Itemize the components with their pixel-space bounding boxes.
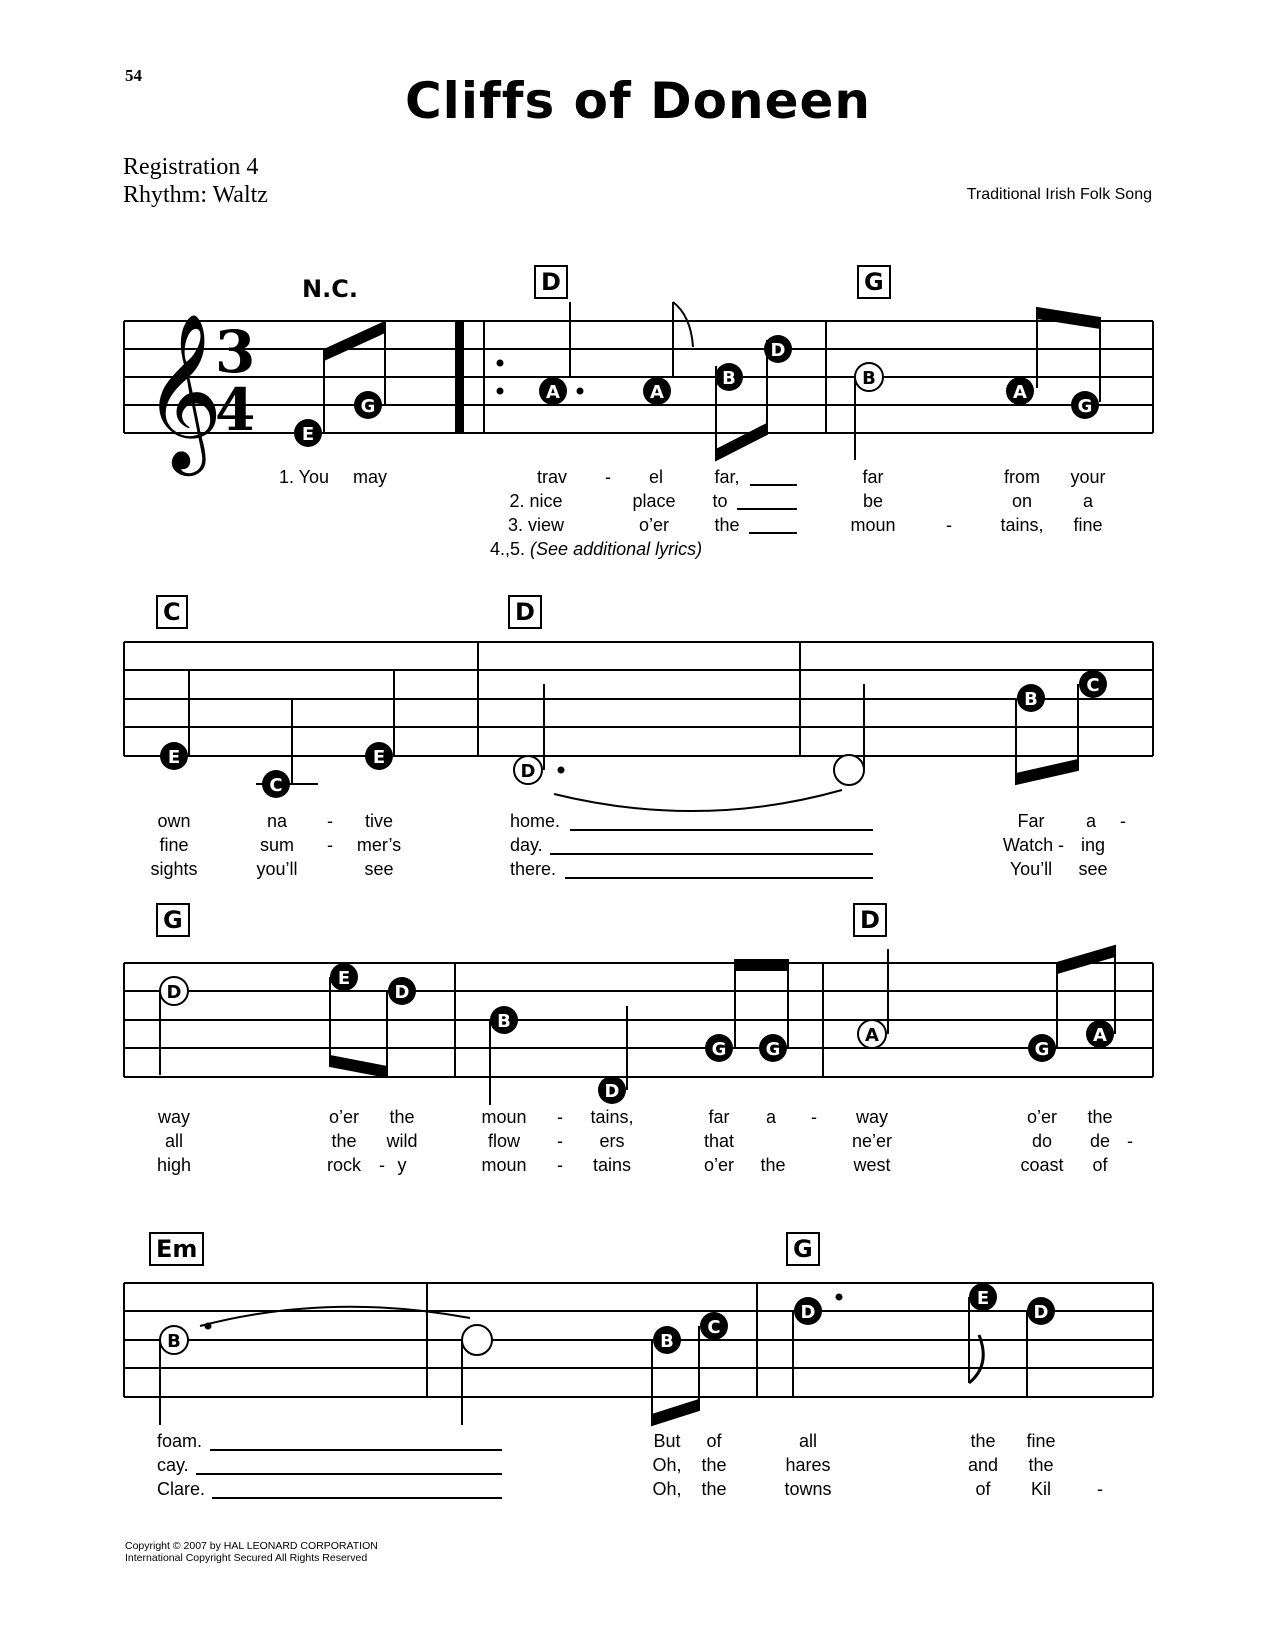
lyric: Oh, (652, 1479, 682, 1499)
lyric: 1. You (278, 467, 330, 487)
lyric: Oh, (652, 1455, 682, 1475)
lyric: fine (159, 835, 189, 855)
chord-box: D (508, 595, 542, 629)
system-2-note-letters (168, 675, 1100, 796)
song-title: Cliffs of Doneen (404, 72, 872, 130)
copyright-notice (125, 1540, 378, 1564)
lyric: trav (536, 467, 568, 487)
chord-box: G (857, 265, 891, 299)
registration-text: Registration 4 (123, 154, 259, 180)
system-4-noteheads (160, 1283, 1055, 1355)
note-letter: D (800, 1302, 816, 1323)
repeat-dot (497, 388, 504, 395)
lyric: hares (785, 1455, 831, 1475)
note-letter: E (372, 747, 386, 768)
lyric: rock (326, 1155, 362, 1175)
note-letter: C (707, 1317, 721, 1338)
lyric: and (967, 1455, 999, 1475)
lyric: far, (714, 467, 740, 487)
lyric: a (765, 1107, 777, 1127)
lyric: the (760, 1155, 786, 1175)
copyright-line: International Copyright Secured All Rights Reserved (125, 1552, 368, 1564)
copyright-line: Copyright © 2007 by HAL LEONARD CORPORATION (125, 1540, 378, 1552)
note-letter: D (604, 1081, 620, 1102)
lyric: day. (510, 835, 543, 855)
lyric: tains (592, 1155, 632, 1175)
lyric: all (798, 1431, 818, 1451)
lyric: west (853, 1155, 891, 1175)
system-2-notes (189, 670, 1078, 811)
system-3-note-letters (167, 968, 1108, 1102)
lyric: - (946, 515, 952, 535)
lyric: the (331, 1131, 357, 1151)
note-letter: G (1077, 396, 1093, 417)
lyric: towns (784, 1479, 832, 1499)
lyric: o’er (1026, 1107, 1058, 1127)
note-letter: C (269, 775, 283, 796)
lyric: - (1120, 811, 1126, 831)
lyric: - (557, 1131, 563, 1151)
lyric: wild (386, 1131, 418, 1151)
lyric: from (1004, 467, 1040, 487)
lyric: tains, (590, 1107, 634, 1127)
lyric: far (708, 1107, 730, 1127)
lyric: - (327, 835, 333, 855)
lyric: far (862, 467, 884, 487)
lyric: coast (1020, 1155, 1064, 1175)
system-3-noteheads (160, 963, 1114, 1104)
lyric: way (855, 1107, 889, 1127)
lyric: y (397, 1155, 407, 1175)
system-1-notes (324, 302, 1100, 460)
repeat-dot (497, 360, 504, 367)
lyric: de (1089, 1131, 1111, 1151)
note-letter: A (1093, 1025, 1107, 1046)
note-letter: B (1024, 689, 1038, 710)
lyric: home. (510, 811, 561, 831)
lyric: ne’er (851, 1131, 893, 1151)
lyric: foam. (157, 1431, 203, 1451)
lyric: Kil (1030, 1479, 1052, 1499)
lyric: of (975, 1479, 991, 1499)
lyric: Far (1017, 811, 1045, 831)
lyric: there. (510, 859, 557, 879)
lyric-additional (490, 539, 702, 560)
lyric: own (157, 811, 191, 831)
rhythm-text: Rhythm: Waltz (123, 182, 268, 208)
lyric: - (1127, 1131, 1133, 1151)
lyric: on (1011, 491, 1033, 511)
note-letter: E (976, 1288, 990, 1309)
lyric: - (557, 1107, 563, 1127)
lyric: - (811, 1107, 817, 1127)
note-letter: A (1013, 382, 1027, 403)
lyric: to (712, 491, 728, 511)
lyric: the (701, 1479, 727, 1499)
system-3-notes (160, 946, 1115, 1105)
lyric: fine (1026, 1431, 1056, 1451)
note-letter: A (546, 382, 560, 403)
treble-clef-icon: 𝄞 (143, 312, 223, 469)
lyric: sights (150, 859, 198, 879)
time-sig-bottom: 4 (215, 376, 256, 444)
lyric: Clare. (157, 1479, 206, 1499)
repeat-thick-bar (455, 321, 464, 433)
note-letter: B (660, 1331, 674, 1352)
lyric: tains, (1000, 515, 1044, 535)
chord-box: C (156, 595, 188, 629)
lyric: that (703, 1131, 735, 1151)
lyric: You’ll (1009, 859, 1053, 879)
lyric: fine (1073, 515, 1103, 535)
lyric: moun (481, 1155, 527, 1175)
lyric: ers (599, 1131, 625, 1151)
lyric: a (1085, 811, 1097, 831)
note-letter: A (865, 1025, 879, 1046)
lyric: tive (364, 811, 394, 831)
note-letter: G (711, 1039, 727, 1060)
lyric: - (327, 811, 333, 831)
lyric: - (1097, 1479, 1103, 1499)
lyric: - (557, 1155, 563, 1175)
lyric: place (632, 491, 676, 511)
system-1-note-letters (302, 340, 1093, 445)
lyric: ing (1080, 835, 1106, 855)
system-1-noteheads (294, 335, 1099, 447)
note-letter: G (1034, 1039, 1050, 1060)
note-letter: C (1086, 675, 1100, 696)
note-letter: E (301, 424, 315, 445)
chord-box: D (534, 265, 568, 299)
system-4-note-letters (167, 1288, 1048, 1352)
lyric: - (379, 1155, 385, 1175)
lyric: see (364, 859, 394, 879)
lyric: 3. view (507, 515, 565, 535)
lyric: o’er (703, 1155, 735, 1175)
note-letter: A (650, 382, 664, 403)
lyric: the (1087, 1107, 1113, 1127)
note-letter: D (166, 982, 182, 1003)
lyric: a (1082, 491, 1094, 511)
lyric: the (714, 515, 740, 535)
lyric: o’er (328, 1107, 360, 1127)
lyric: na (266, 811, 288, 831)
lyric: of (706, 1431, 722, 1451)
lyric: But (653, 1431, 681, 1451)
chord-box: D (853, 903, 887, 937)
chord-box: Em (149, 1232, 204, 1266)
lyric: - (1058, 835, 1064, 855)
note-letter: D (394, 982, 410, 1003)
chord-nc: N.C. (302, 275, 358, 303)
lyric: all (164, 1131, 184, 1151)
lyric: may (352, 467, 388, 487)
lyric: the (389, 1107, 415, 1127)
system-2-noteheads (160, 670, 1107, 798)
lyric: moun (850, 515, 896, 535)
lyric: 2. nice (509, 491, 563, 511)
see-additional-lyrics: (See additional lyrics) (530, 539, 703, 559)
note-letter: E (337, 968, 351, 989)
lyric: see (1078, 859, 1108, 879)
time-sig-top: 3 (215, 318, 256, 386)
note-letter: D (770, 340, 786, 361)
note-letter: D (520, 761, 536, 782)
lyric: the (701, 1455, 727, 1475)
lyric: moun (481, 1107, 527, 1127)
lyric: o’er (638, 515, 670, 535)
lyric: your (1070, 467, 1106, 487)
lyric: you’ll (256, 859, 298, 879)
lyric: be (862, 491, 884, 511)
system-4-notes (160, 1297, 1027, 1425)
lyric: high (156, 1155, 192, 1175)
lyric: Watch (1002, 835, 1054, 855)
page-number: 54 (125, 66, 142, 85)
note-letter: B (167, 1331, 181, 1352)
lyric: cay. (157, 1455, 189, 1475)
verse-numbers: 4.,5. (490, 539, 526, 559)
chord-box: G (786, 1232, 820, 1266)
chord-box: G (156, 903, 190, 937)
note-letter: B (497, 1011, 511, 1032)
note-letter: G (765, 1039, 781, 1060)
lyric: of (1092, 1155, 1108, 1175)
note-letter: E (167, 747, 181, 768)
lyric: way (157, 1107, 191, 1127)
lyric: the (1028, 1455, 1054, 1475)
note-letter: B (722, 368, 736, 389)
lyric: mer’s (356, 835, 402, 855)
lyric: el (648, 467, 664, 487)
lyric: flow (487, 1131, 521, 1151)
lyric: the (970, 1431, 996, 1451)
note-letter: D (1033, 1302, 1049, 1323)
note-letter: B (862, 368, 876, 389)
lyric: sum (259, 835, 295, 855)
note-letter: G (360, 396, 376, 417)
lyric: - (605, 467, 611, 487)
song-credit: Traditional Irish Folk Song (966, 186, 1152, 203)
lyric: do (1031, 1131, 1053, 1151)
